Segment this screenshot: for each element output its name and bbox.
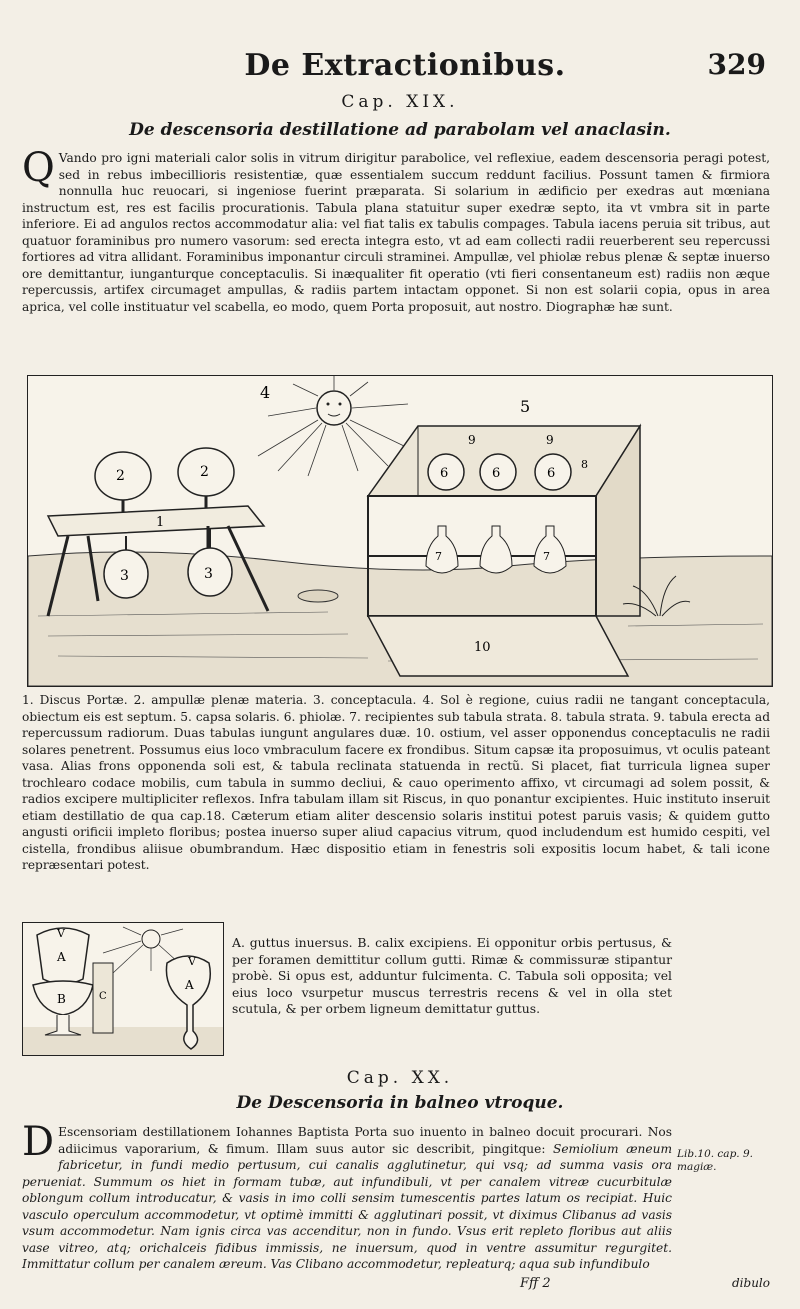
chapter-20-body: Escensoriam destillationem Iohannes Baptista Porta suo inuento in balneo docuit procurari. Nos adiicimus vaporarium, & fimum. Illam suus autor sic describit, pingitque: — [58, 1125, 672, 1156]
label-9b: 9 — [546, 433, 554, 447]
label-9a: 9 — [468, 433, 476, 447]
label-2a: 2 — [116, 468, 125, 484]
running-title: De Extractionibus. — [244, 48, 566, 83]
small-label-c: C — [99, 991, 107, 1002]
small-label-v1: V — [57, 927, 65, 940]
chapter-19-heading: Cap. XIX. — [341, 92, 459, 112]
small-figure-legend: A. guttus inuersus. B. calix excipiens. Ei opponitur orbis pertusus, & per foramen demittitur collum gutti. Rimæ & commissuræ stipantur probè. Si opus est, adduntur fulcimenta. C. Tabula soli opposita; vel eius loco vsurpetur muscus terrestris recens & vel in olla stet scutula, & per orbem ligneum demittatur guttus. — [232, 935, 672, 1016]
label-6a: 6 — [440, 466, 449, 481]
label-8: 8 — [581, 458, 588, 471]
label-7b: 7 — [543, 550, 550, 563]
label-5: 5 — [520, 397, 531, 416]
window-distillation-woodcut — [22, 922, 224, 1056]
solar-capsule-box — [368, 426, 640, 676]
label-3b: 3 — [204, 566, 213, 582]
solar-distillation-woodcut — [27, 375, 773, 687]
chapter-20-subtitle: De Descensoria in balneo vtroque. — [236, 1093, 564, 1113]
chapter-20-paragraph — [22, 1119, 673, 1273]
figure-caption: 1. Discus Portæ. 2. ampullæ plenæ materia. 3. conceptacula. 4. Sol è regione, cuius radii ne tangant conceptacula, obiectum eis est septum. 5. capsa solaris. 6. phiolæ. 7. recipientes sub tabula strata. 8. tabula strata. 9. tabula erecta ad repercussum radiorum. Duas tabulas iungunt angulares duæ. 10. ostium, vel asser opponendus conceptaculis ne radii solares penetrent. Possumus eius loco vmbraculum facere ex frondibus. Situm capsæ ita proposuimus, vt oculis pateant vasa. Alias frons opponenda soli est, & tabula reclinata statuenda in rectũ. Si placet, fiat turricula lignea super trochlearo codace mobilis, cum tabula in summo decliui, & cauo operimento affixo, vt circumagi ad solem possit, & radios excipere multipliciter reflexos. Infra tabulam illam sit Riscus, in quo ponantur excipientes. Huic instituto inseruit etiam destillatio de qua cap.18. Cæterum etiam aliter descensio solaris institui potest paruis vasis; & quidem gutto angusti orificii impleto floribus; postea inuerso super aliud capacius vitrum, quod includendum est humido cespiti, vel cistella, frondibus aliisue obumbrandum. Hæc dispositio etiam in fenestris soli expositis locum habet, & tali icone repræsentari potest. — [22, 693, 770, 872]
label-6c: 6 — [547, 466, 556, 481]
chapter-19-body: Vando pro igni materiali calor solis in vitrum dirigitur parabolice, vel reflexiue, eadem descensoria peragi potest, sed in rebus imbecillioris resistentiæ, quæ essentialem succum reddunt facilius. Possunt tamen & firmiora nonnulla huc reuocari, si ingeniose fuerint præparata. Si solarium in ædificio per exedras aut mœniana instructum est, res est facilis procurationis. Tabula plana statuitur super exedræ septo, ita vt vmbra sit in parte inferiore. Ei ad angulos rectos accommodatur alia: vel fiat talis ex tabulis compages. Tabula iacens peruia sit tribus, aut quatuor foraminibus pro numero vasorum: sed erecta integra esto, vt ad eam collecti radii reuerberent seu repercussi fortiores ad vitra allidant. Foraminibus imponantur circuli straminei. Ampullæ, vel phiolæ rebus plenæ & septæ inuerso ore demittantur, iunganturque conceptaculis. Si inæqualiter fit operatio (vti fieri consentaneum est) radiis non æque repercussis, artifex circumaget ampullas, & radiis partem intactam opponet. Si non est solarii copia, opus in area aprica, vel colle instituatur vel scabella, eo modo, quem Porta proposuit, aut nostro. Diographæ hæ sunt. — [22, 151, 770, 314]
chapter-19-subtitle: De descensoria destillatione ad parabolam vel anaclasin. — [129, 120, 671, 140]
label-2b: 2 — [200, 464, 209, 480]
page-number: 329 — [707, 48, 766, 81]
label-7a: 7 — [435, 550, 442, 563]
small-label-b: B — [57, 992, 66, 1006]
label-6b: 6 — [492, 466, 501, 481]
label-10: 10 — [474, 640, 491, 655]
small-label-v2: V — [188, 955, 196, 968]
small-label-a1: A — [57, 950, 66, 964]
label-3a: 3 — [120, 568, 129, 584]
chapter-20-heading: Cap. XX. — [346, 1068, 454, 1088]
signature-mark: Fff 2 — [520, 1276, 551, 1291]
label-4: 4 — [260, 383, 271, 402]
dropcap-d: D — [22, 1119, 55, 1165]
marginal-note: Lib.10. cap. 9. magiæ. — [677, 1148, 753, 1173]
label-1: 1 — [156, 515, 165, 530]
porta-quotation: Semiolium æneum fabricetur, in fundi medio pertusum, cui canalis agglutinetur, qui vsq; ad summa vasis ora perueniat. Summum os hiet in formam tubæ, aut infundibuli, vt per canalem vitreæ cucurbitulæ oblongum collum introducatur, & vasis in imo colli sensim tumescentis partes latum os recipiat. Huic vasculo operculum accommodetur, vt optimè immitti & agglutinari possit, vt diximus Clibanus ad vasis vsum accommodetur. Nam ignis circa vas accenditur, non in fundo. Vsus erit repleto floribus aut aliis vase vitreo, atq; orichalceis fidibus immissis, ne inuersum, quod in ventre assumitur regurgitet. Immittatur collum per canalem æreum. Vas Clibano accommodetur, repleaturq; aqua sub infundibulo — [22, 1141, 673, 1271]
chapter-19-paragraph — [22, 145, 770, 315]
dropcap-q: Q — [22, 145, 55, 191]
sun-icon — [258, 376, 408, 476]
catchword: dibulo — [732, 1276, 770, 1290]
small-label-a2: A — [185, 978, 194, 992]
